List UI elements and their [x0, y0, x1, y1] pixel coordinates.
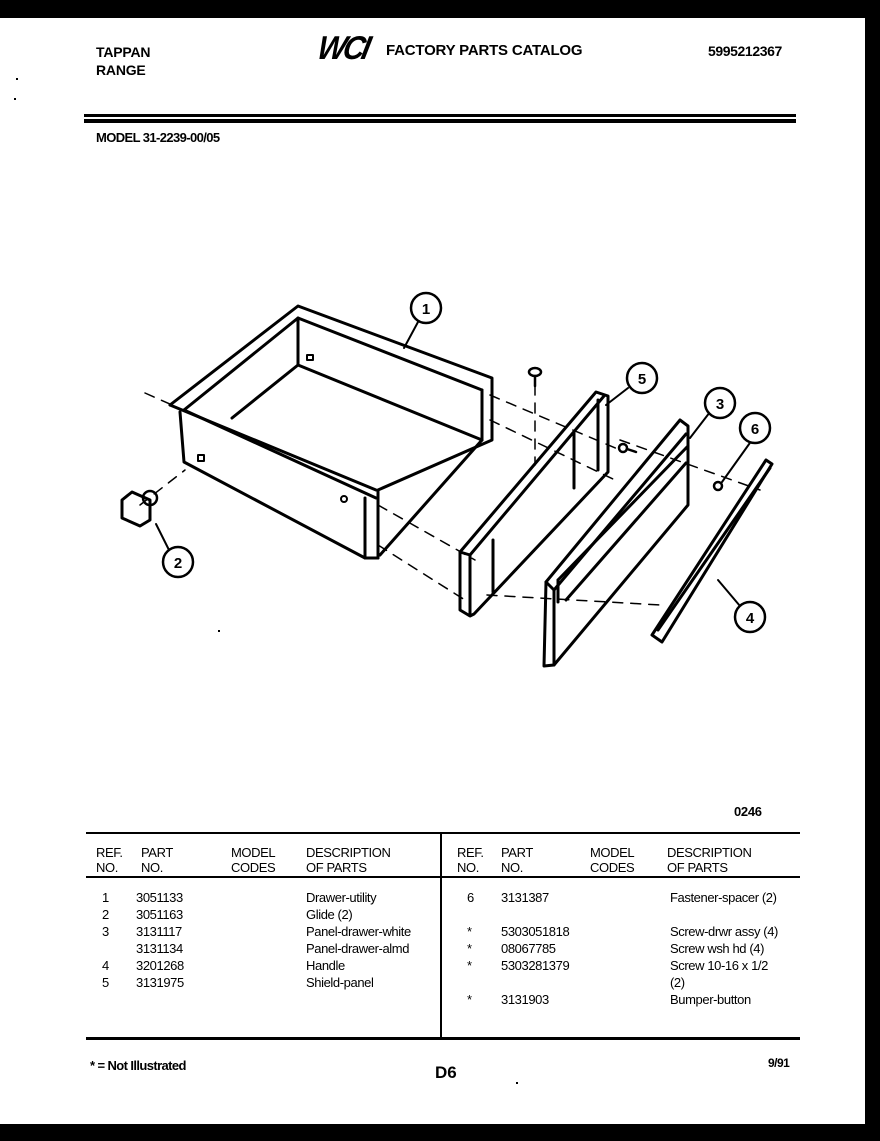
drawer-utility-drawing [170, 306, 492, 558]
scan-speck [16, 78, 18, 80]
table-rule-bottom [86, 1037, 800, 1040]
col-header-part: PART NO. [141, 845, 173, 875]
figure-number: 0246 [734, 804, 762, 819]
glide-drawing [122, 491, 157, 526]
callout-4 [735, 602, 765, 632]
panel-drawer-drawing [544, 420, 688, 666]
table-column-divider [440, 832, 442, 1040]
col-header-part-right: PART NO. [501, 845, 533, 875]
document-number: 5995212367 [708, 43, 782, 59]
product-type: RANGE [96, 62, 146, 78]
callout-1 [411, 293, 441, 323]
svg-text:2: 2 [173, 555, 183, 572]
col-header-model-codes: MODEL CODES [231, 845, 276, 875]
brand-name: TAPPAN [96, 44, 151, 60]
table-rule-top [86, 832, 800, 834]
wci-logo: WCI [314, 30, 372, 67]
callout-2 [163, 547, 193, 577]
header-rule [84, 114, 796, 117]
callout-5 [627, 363, 657, 393]
revision-date: 9/91 [768, 1056, 790, 1070]
not-illustrated-footnote: * = Not Illustrated [90, 1058, 186, 1073]
col-header-ref: REF. NO. [96, 845, 123, 875]
svg-text:4: 4 [745, 610, 755, 627]
scan-speck [14, 98, 16, 100]
col-header-description: DESCRIPTION OF PARTS [306, 845, 391, 875]
brand-block [96, 43, 150, 79]
callout-3 [705, 388, 735, 418]
scan-speck [516, 1082, 518, 1084]
callout-bubbles [163, 293, 770, 632]
page-code: D6 [435, 1063, 457, 1082]
svg-text:5: 5 [637, 371, 647, 388]
col-header-description-right: DESCRIPTION OF PARTS [667, 845, 752, 875]
svg-text:3: 3 [715, 396, 725, 413]
svg-text:1: 1 [421, 301, 431, 318]
svg-text:6: 6 [750, 421, 760, 438]
col-header-ref-right: REF. NO. [457, 845, 484, 875]
catalog-title: FACTORY PARTS CATALOG [386, 42, 583, 59]
model-number: MODEL 31-2239-00/05 [96, 130, 220, 145]
col-header-model-codes-right: MODEL CODES [590, 845, 635, 875]
callout-6 [740, 413, 770, 443]
fastener-spacer-drawing [714, 482, 722, 490]
header-rule-thick [84, 119, 796, 123]
exploded-parts-diagram [100, 270, 820, 670]
scan-speck [218, 630, 220, 632]
table-rule-header [86, 876, 800, 878]
